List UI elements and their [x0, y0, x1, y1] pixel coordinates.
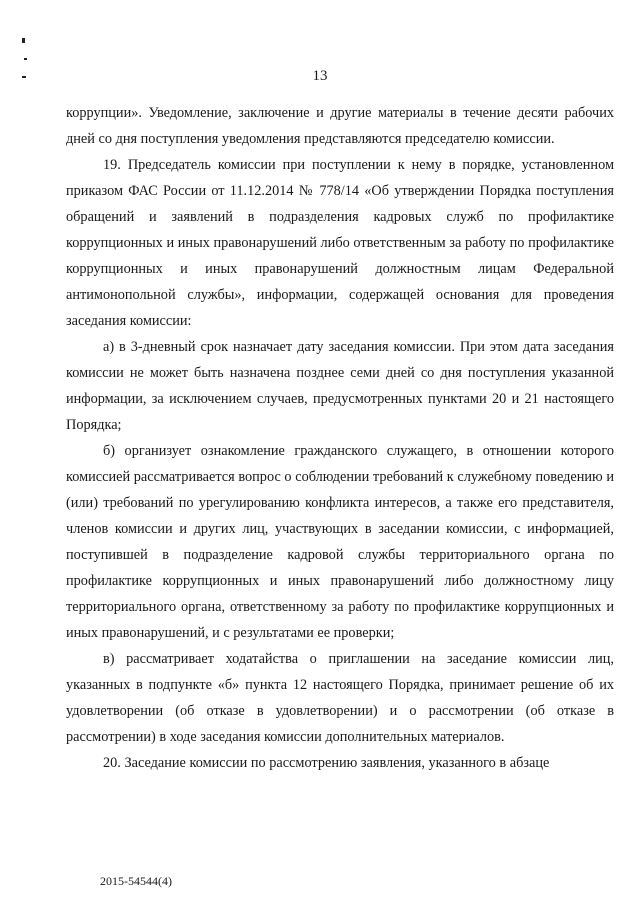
document-code: 2015-54544(4) — [100, 874, 172, 888]
page-number: 13 — [312, 68, 328, 84]
paragraph-20: 20. Заседание комиссии по рассмотрению заявления, указанного в абзаце — [103, 755, 550, 771]
subparagraph-v: в) рассматривает ходатайства о приглашении на заседание комиссии лиц, указанных в подпункте «б» пункта 12 настоящего Порядка, принимает решение об их удовлетворении (об отказе в удовлетворении) и о рассмотрении (об отказе в рассмотрении) в ходе заседания комиссии дополнительных материалов. — [66, 651, 614, 745]
paragraph-19: 19. Председатель комиссии при поступлении к нему в порядке, установленном приказом ФАС России от 11.12.2014 № 778/14 «Об утверждении Порядка поступления обращений и заявлений в подразделения кадровых служб по профилактике коррупционных и иных правонарушений либо ответственным за работу по профилактике коррупционных и иных правонарушений должностным лицам Федеральной антимонопольной службы», информации, содержащей основания для проведения заседания комиссии: — [66, 157, 614, 329]
paragraph-continuation: коррупции». Уведомление, заключение и другие материалы в течение десяти рабочих дней со дня поступления уведомления представляются председателю комиссии. — [66, 105, 614, 147]
subparagraph-b: б) организует ознакомление гражданского служащего, в отношении которого комиссией рассматривается вопрос о соблюдении требований к служебному поведению и (или) требований по урегулированию конфликта интересов, а также его представителя, членов комиссии и других лиц, участвующих в заседании комиссии, с информацией, поступившей в подразделение кадровой службы территориального органа по профилактике коррупционных и иных правонарушений либо должностному лицу территориального органа, ответственному за работу по профилактике коррупционных и иных правонарушений, и с результатами ее проверки; — [66, 443, 614, 641]
scan-mark — [22, 38, 25, 43]
scan-mark — [24, 58, 27, 60]
subparagraph-a: а) в 3-дневный срок назначает дату заседания комиссии. При этом дата заседания комиссии не может быть назначена позднее семи дней со дня поступления указанной информации, за исключением случаев, предусмотренных пунктами 20 и 21 настоящего Порядка; — [66, 339, 614, 433]
document-body — [66, 100, 614, 776]
